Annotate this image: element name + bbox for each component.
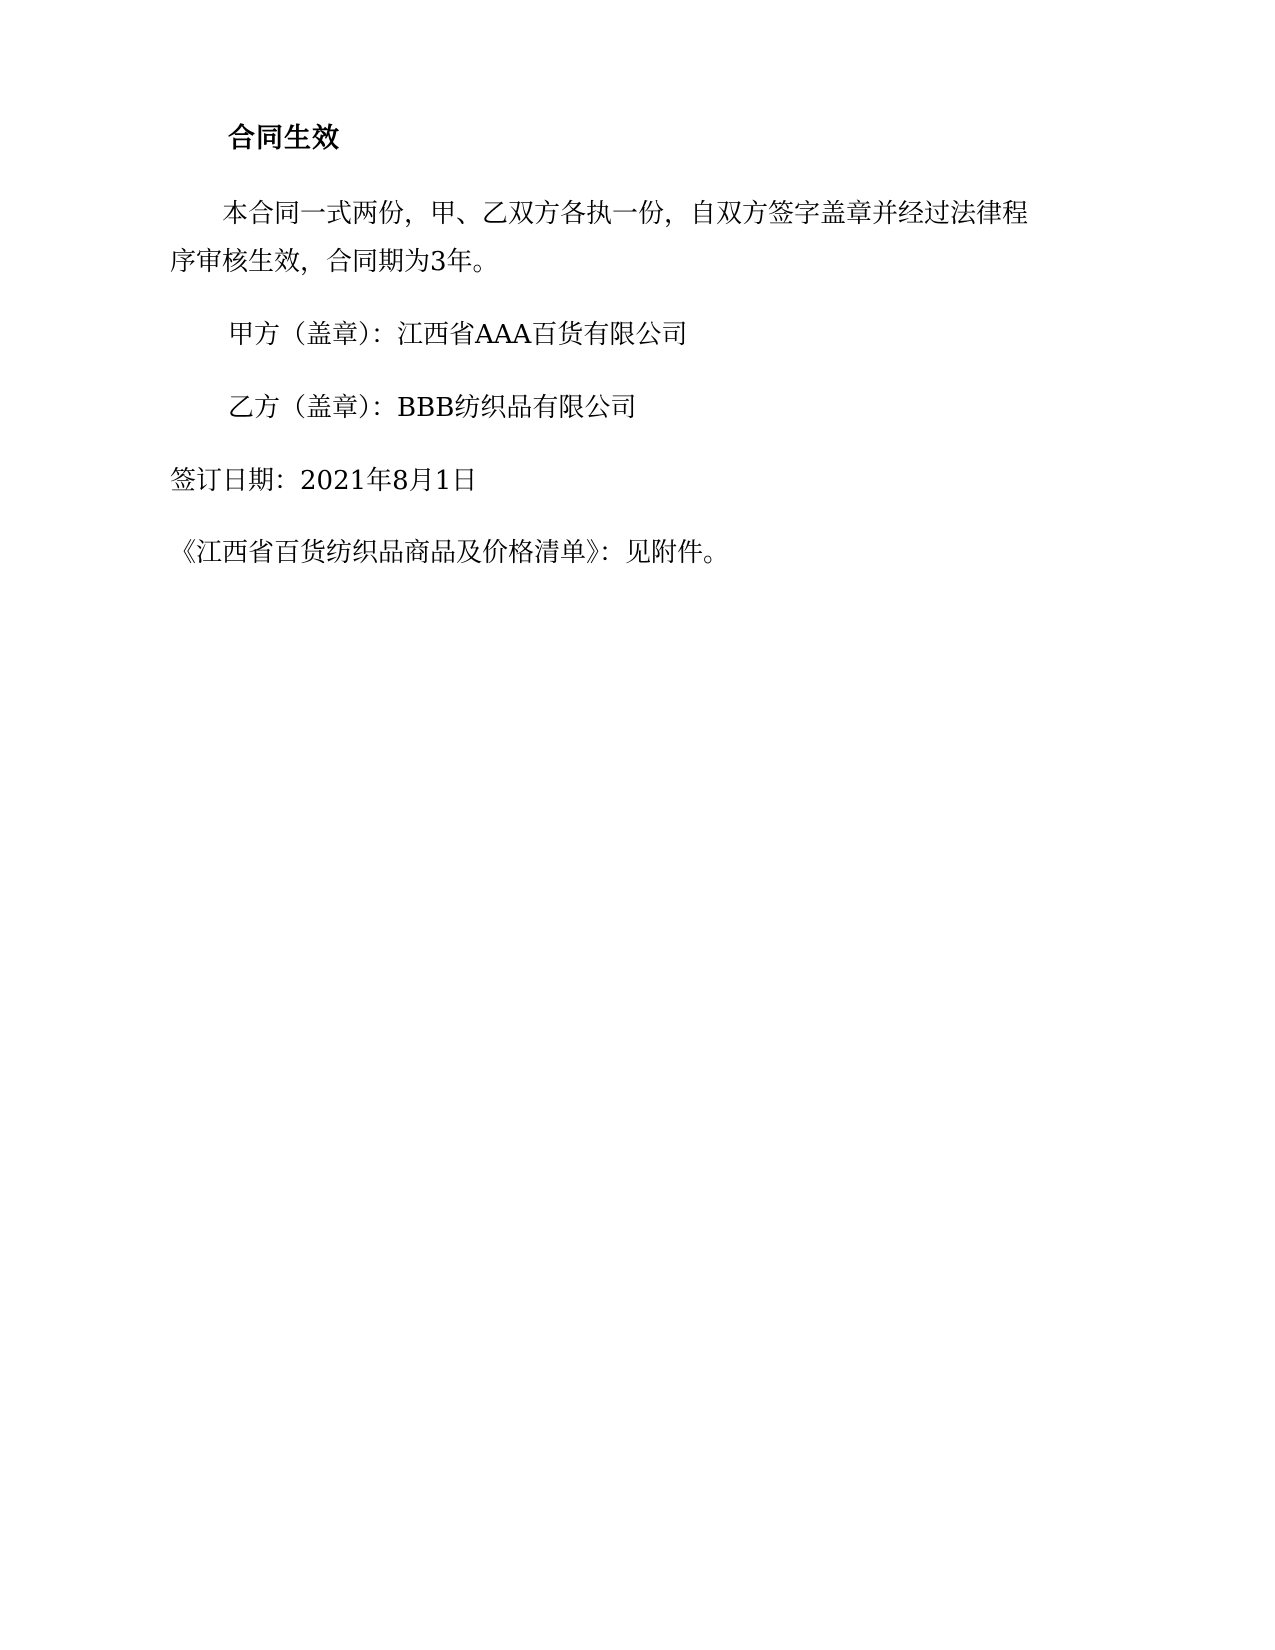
sign-date-line: 签订日期：2021年8月1日 — [170, 465, 478, 496]
paragraph-contract-effective: 本合同一式两份，甲、乙双方各执一份，自双方签字盖章并经过法律程序审核生效，合同期为3年。 — [170, 198, 1029, 277]
attachment-note-line: 《江西省百货纺织品商品及价格清单》：见附件。 — [170, 538, 730, 569]
party-a-signature-line: 甲方（盖章）：江西省AAA百货有限公司 — [228, 319, 688, 350]
party-b-signature-line: 乙方（盖章）：BBB纺织品有限公司 — [228, 392, 637, 423]
section-heading: 合同生效 — [228, 123, 340, 154]
document-body — [170, 120, 1029, 603]
